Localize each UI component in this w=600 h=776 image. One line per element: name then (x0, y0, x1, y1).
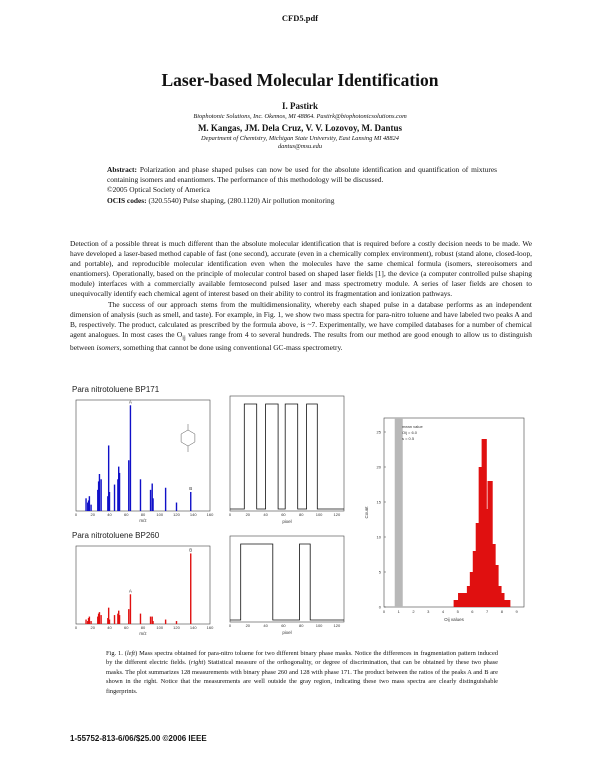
y-tick-label: 0 (378, 604, 381, 610)
body-paragraph-1: Detection of a possible threat is much different than the absolute molecular identification that is required before a costly decision needs to be made. We have developed a laser-based method capable of fast (one second), accurate (even in a chemically complex environment), robust (stand alone, closed-loop, and portable), and reproducible molecular identification even when the molecules have the same chemical formula (isomers, stereoisomers and enantiomers). Operationally, based on the principle of molecular control based on shaped laser fields [1], the device (a computer controlled pulse shaping module) interfaces with a commercially available femtosecond pulsed laser and mass spectrometry module. A series of laser fields are chosen to unequivocally identify each chemical agent of interest based on their ability to control its fragmentation and ionization pathways. (70, 239, 532, 299)
y-tick-label: 5 (378, 569, 381, 575)
x-tick-label: 100 (315, 623, 323, 628)
y-axis-label: Count (364, 506, 369, 519)
paper-title: Laser-based Molecular Identification (161, 70, 439, 90)
legend-line: Oij = 6.0 (402, 430, 418, 435)
caption-rest: ) Statistical measure of the orthogonality, or degree of discrimination, that can be obtained by these two phase masks. The plot summarizes 128 measurements with binary phase 260 and 128 with phase 171. The product between the ratios of the peaks A and B are shown in the right. Notice that the measurements are well outside the gray region, indicating these two mass spectra are clearly distinguishable fingerprints. (106, 659, 499, 695)
caption-left: left (126, 650, 136, 657)
ocis-text: (320.5540) Pulse shaping, (280.1120) Air pollution monitoring (148, 195, 335, 205)
phase-mask-1 (222, 390, 352, 525)
abstract-paragraph (107, 165, 497, 185)
affiliation-1: Biophotonic Solutions, Inc. Okemos, MI 48864. Pastirk@biophotonicsolutions.com (193, 113, 407, 120)
p2-part-c: , something that cannot be done using conventional GC-mass spectrometry. (119, 343, 343, 353)
x-tick-label: 6 (471, 609, 474, 614)
y-tick-label: 10 (376, 534, 381, 540)
x-tick-label: 120 (333, 623, 341, 628)
body-paragraph-2 (70, 300, 532, 354)
x-tick-label: 80 (299, 512, 304, 517)
x-axis-label: pixel (282, 630, 292, 635)
x-tick-label: 20 (90, 625, 95, 630)
x-tick-label: 40 (107, 625, 112, 630)
phase-mask-2 (222, 530, 352, 636)
pdf-filename: CFD5.pdf (281, 13, 319, 23)
mask-trace (230, 404, 344, 509)
histogram-bar (505, 600, 510, 607)
peak-a-label: A (128, 588, 132, 594)
plot-frame (76, 546, 210, 624)
plot-frame (230, 396, 344, 511)
ocis-label: OCIS codes: (107, 195, 147, 205)
x-tick-label: 0 (74, 625, 78, 630)
x-tick-label: 60 (281, 623, 286, 628)
histogram-bar (462, 593, 467, 607)
x-tick-label: 0 (382, 609, 386, 614)
x-tick-label: 140 (189, 625, 197, 630)
molecule-ring-icon (181, 430, 195, 446)
x-tick-label: 40 (107, 512, 112, 517)
x-tick-label: 60 (124, 625, 129, 630)
x-tick-label: 80 (299, 623, 304, 628)
p2-subscript: ij (182, 335, 186, 342)
copyright-line: ©2005 Optical Society of America (107, 185, 210, 195)
x-tick-label: 80 (140, 625, 146, 630)
caption-prefix: Fig. 1. ( (106, 650, 127, 657)
y-tick-label: 25 (376, 429, 381, 435)
x-tick-label: 5 (456, 609, 459, 614)
mass-spectrum-1 (66, 390, 216, 523)
x-tick-label: 120 (333, 512, 341, 517)
p2-part-a: The success of our approach stems from the multidimensionality, whereby each shaped pulse in a database performs as an independent dimension of analysis (such as smell, and taste). For example, in Fig. 1, we show two mass spectra for para-nitro toluene and have labeled two peaks A and B, respectively. The product, calculated as prescribed by the formula above, is ~7. Experimentally, we have compiled databases for a number of chemical agent analogues. In most cases the O (70, 299, 532, 339)
caption-mid: ) Mass spectra obtained for para-nitro toluene for two different binary phase masks. Notice the differences in fragmentation pattern induced by the different electric fields. ( (106, 650, 498, 667)
x-tick-label: 8 (500, 609, 504, 614)
ms1-title: Para nitrotoluene BP171 (72, 385, 160, 394)
x-tick-label: 0 (228, 623, 232, 628)
ocis-line (107, 196, 497, 206)
x-tick-label: 7 (486, 609, 489, 614)
x-axis-label: pixel (282, 519, 292, 524)
p2-part-b: values range from 4 to several hundreds. The results from our method are good enough to allow us to distinguish between (70, 329, 532, 353)
ms2-title: Para nitrotoluene BP260 (72, 531, 160, 540)
x-tick-label: 100 (156, 512, 164, 517)
mask-trace (230, 544, 344, 620)
x-tick-label: 20 (90, 512, 95, 517)
y-tick-label: 20 (376, 464, 381, 470)
x-tick-label: 40 (263, 623, 268, 628)
legend-line: mean value (402, 424, 423, 429)
y-tick-label: 15 (376, 499, 381, 505)
oij-histogram (360, 410, 532, 625)
x-tick-label: 140 (189, 512, 197, 517)
author-line-1: I. Pastirk (282, 101, 318, 111)
plot-frame (230, 536, 344, 622)
figure-caption (106, 649, 498, 696)
p2-emphasis: isomers (96, 343, 120, 353)
x-tick-label: 4 (441, 609, 445, 614)
x-tick-label: 60 (124, 512, 129, 517)
histogram-bar (454, 600, 459, 607)
abstract-label: Abstract: (107, 165, 137, 174)
caption-right: right (190, 659, 204, 667)
peak-b-label: B (189, 485, 193, 491)
x-tick-label: 160 (206, 512, 214, 517)
x-axis-label: m/z (139, 631, 147, 636)
histogram-bar (458, 593, 463, 607)
author-email: dantus@msu.edu (277, 143, 323, 150)
author-line-2: M. Kangas, JM. Dela Cruz, V. V. Lozovoy, M. Dantus (197, 123, 403, 133)
legend-line: s = 0.5 (402, 436, 415, 441)
affiliation-2: Department of Chemistry, Michigan State University, East Lansing MI 48824 (201, 135, 399, 142)
x-tick-label: 160 (206, 625, 214, 630)
footer-copyright: 1-55752-813-6/06/$25.00 ©2006 IEEE (70, 734, 207, 743)
x-axis-label: Oij values (444, 617, 464, 622)
x-tick-label: 120 (173, 625, 180, 630)
mass-spectrum-2 (66, 536, 216, 636)
abstract-text: Polarization and phase shaped pulses can now be used for the absolute identification and quantification of mixtures containing isomers and enantiomers. The performance of this methodology will be discussed. (107, 165, 497, 185)
x-tick-label: 100 (315, 512, 323, 517)
x-tick-label: 2 (412, 609, 415, 614)
gray-region-bar (395, 418, 403, 607)
x-tick-label: 20 (245, 512, 251, 517)
body-text (70, 239, 532, 354)
x-tick-label: 20 (245, 623, 251, 628)
x-tick-label: 1 (397, 609, 400, 614)
x-tick-label: 0 (74, 512, 78, 517)
x-axis-label: m/z (139, 518, 147, 523)
x-tick-label: 9 (515, 609, 518, 614)
plot-frame (76, 400, 210, 511)
x-tick-label: 3 (427, 609, 430, 614)
x-tick-label: 40 (263, 512, 268, 517)
abstract-block (107, 165, 497, 206)
x-tick-label: 60 (281, 512, 286, 517)
plot-frame (384, 418, 524, 607)
x-tick-label: 0 (228, 512, 232, 517)
peak-a-label: A (128, 399, 132, 405)
peak-b-label: B (189, 547, 193, 553)
x-tick-label: 120 (173, 512, 180, 517)
x-tick-label: 100 (156, 625, 164, 630)
x-tick-label: 80 (140, 512, 146, 517)
